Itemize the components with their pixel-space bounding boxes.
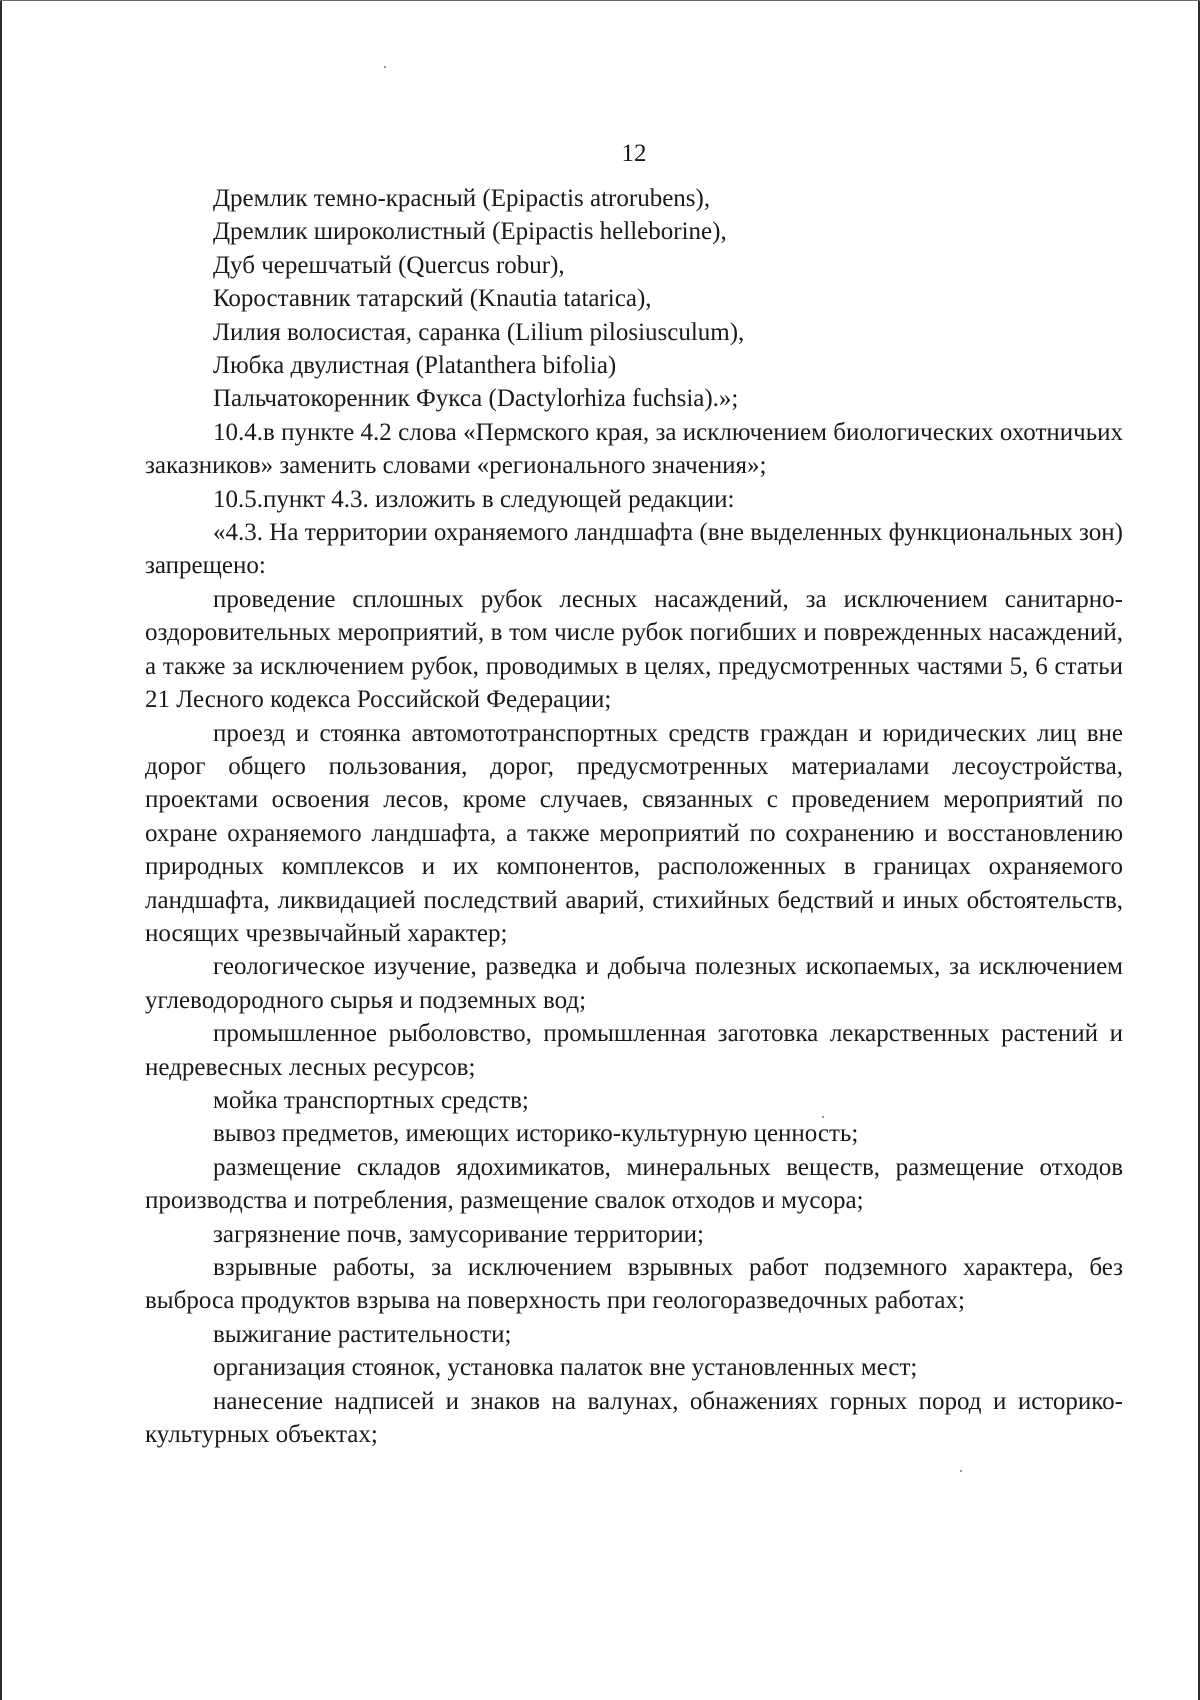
prohibition-item: проезд и стоянка автомототранспортных средств граждан и юридических лиц вне дорог общего пользования, дорог, предусмотренных материалами лесоустройства, проектами освоения лесов, кроме случаев, связанных с проведением мероприятий по охране охраняемого ландшафта, а также мероприятий по сохранению и восстановлению природных комплексов и их компонентов, расположенных в границах охраняемого ландшафта, ликвидацией последствий аварий, стихийных бедствий и иных обстоятельств, носящих чрезвычайный характер; — [145, 719, 1123, 947]
species-list-item: Дуб черешчатый (Quercus robur), — [213, 251, 565, 279]
clause-4-3-heading: «4.3. На территории охраняемого ландшафта (вне выделенных функциональных зон) запрещено: — [145, 519, 1123, 580]
scan-edge-top — [0, 0, 1200, 1]
prohibition-item: проведение сплошных рубок лесных насаждений, за исключением санитарно-оздоровительных мероприятий, в том числе рубок погибших и поврежденных насаждений, а также за исключением рубок, проводимых в целях, предусмотренных частями 5, 6 статьи 21 Лесного кодекса Российской Федерации; — [145, 585, 1123, 714]
document-body — [145, 182, 1123, 1451]
prohibition-item: загрязнение почв, замусоривание территории; — [213, 1220, 704, 1248]
species-list-item: Пальчатокоренник Фукса (Dactylorhiza fuchsia).»; — [213, 385, 739, 413]
prohibition-item: организация стоянок, установка палаток вне установленных мест; — [213, 1354, 918, 1382]
species-list-item: Любка двулистная (Platanthera bifolia) — [213, 352, 617, 380]
page-number: 12 — [621, 140, 647, 167]
amendment-10-5: 10.5.пункт 4.3. изложить в следующей редакции: — [213, 485, 735, 513]
prohibition-item: мойка транспортных средств; — [213, 1086, 529, 1114]
species-list-item: Короставник татарский (Knautia tatarica), — [213, 285, 652, 313]
scan-edge-left — [0, 0, 2, 1700]
prohibition-item: взрывные работы, за исключением взрывных работ подземного характера, без выброса продуктов взрыва на поверхность при геологоразведочных работах; — [145, 1254, 1123, 1315]
prohibition-item: геологическое изучение, разведка и добыча полезных ископаемых, за исключением углеводородного сырья и подземных вод; — [145, 953, 1123, 1014]
species-list-item: Дремлик широколистный (Epipactis helleborine), — [213, 218, 727, 246]
species-list-item: Лилия волосистая, саранка (Lilium pilosiusculum), — [213, 318, 745, 346]
prohibition-item: выжигание растительности; — [213, 1320, 512, 1348]
scan-speck — [960, 1470, 962, 1472]
prohibition-item: вывоз предметов, имеющих историко-культурную ценность; — [213, 1120, 859, 1148]
prohibition-item: промышленное рыболовство, промышленная заготовка лекарственных растений и недревесных лесных ресурсов; — [145, 1020, 1123, 1081]
species-list-item: Дремлик темно-красный (Epipactis atrorubens), — [213, 185, 711, 212]
amendment-10-4: 10.4.в пункте 4.2 слова «Пермского края, за исключением биологических охотничьих заказников» заменить словами «регионального значения»; — [145, 418, 1123, 480]
scan-speck — [384, 66, 386, 68]
prohibition-item: нанесение надписей и знаков на валунах, обнажениях горных пород и историко-культурных объектах; — [145, 1387, 1123, 1449]
prohibition-item: размещение складов ядохимикатов, минеральных веществ, размещение отходов производства и потребления, размещение свалок отходов и мусора; — [145, 1153, 1123, 1215]
